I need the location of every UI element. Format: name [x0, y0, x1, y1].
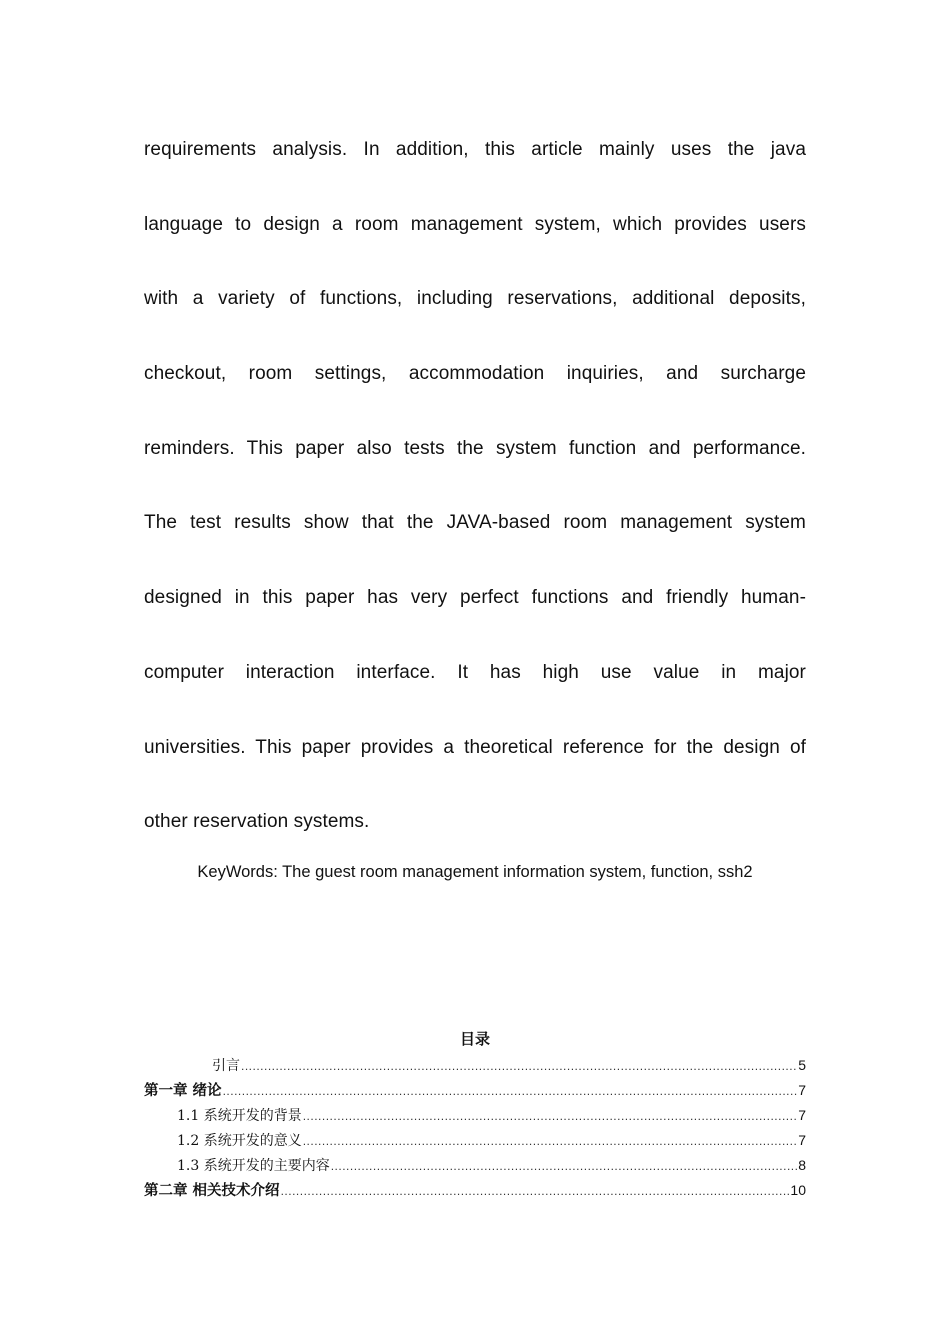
abstract-line: other reservation systems. [144, 811, 370, 833]
abstract-line: with a variety of functions, including reservations, additional deposits, [144, 288, 806, 310]
toc-entry-label: 1.1 系统开发的背景 [177, 1108, 302, 1124]
toc-entry-chapter-1[interactable] [144, 1078, 806, 1103]
toc-entry-introduction[interactable] [144, 1053, 806, 1078]
abstract-body [144, 127, 806, 874]
abstract-line: language to design a room management system, which provides users [144, 213, 806, 235]
toc-entry-1-1[interactable] [144, 1103, 806, 1128]
toc-entry-chapter-2[interactable] [144, 1178, 806, 1203]
abstract-line: designed in this paper has very perfect functions and friendly human- [144, 587, 806, 609]
table-of-contents [144, 1053, 806, 1203]
toc-entry-page: 7 [798, 1107, 806, 1123]
abstract-line: reminders. This paper also tests the system function and performance. [144, 437, 806, 459]
abstract-line: universities. This paper provides a theoretical reference for the design of [144, 736, 806, 758]
toc-entry-page: 7 [798, 1082, 806, 1098]
toc-entry-label: 引言 [212, 1058, 240, 1074]
toc-entry-page: 5 [798, 1057, 806, 1073]
toc-leader-dots [303, 1129, 797, 1154]
abstract-line: computer interaction interface. It has high use value in major [144, 661, 806, 683]
abstract-line: checkout, room settings, accommodation inquiries, and surcharge [144, 363, 806, 385]
toc-entry-label: 1.3 系统开发的主要内容 [177, 1158, 330, 1174]
toc-entry-page: 7 [798, 1132, 806, 1148]
toc-leader-dots [241, 1054, 797, 1079]
toc-leader-dots [281, 1179, 790, 1204]
keywords: KeyWords: The guest room management information system, function, ssh2 [197, 863, 753, 881]
toc-title: 目录 [459, 1031, 490, 1048]
toc-entry-1-3[interactable] [144, 1153, 806, 1178]
toc-entry-page: 8 [798, 1157, 806, 1173]
toc-leader-dots [331, 1154, 797, 1179]
toc-entry-label: 1.2 系统开发的意义 [177, 1133, 302, 1149]
toc-leader-dots [223, 1079, 798, 1104]
toc-entry-page: 10 [790, 1182, 806, 1198]
toc-entry-label: 第一章 绪论 [144, 1083, 222, 1099]
toc-leader-dots [303, 1104, 797, 1129]
toc-entry-1-2[interactable] [144, 1128, 806, 1153]
toc-entry-label: 第二章 相关技术介绍 [144, 1183, 280, 1199]
abstract-line: requirements analysis. In addition, this article mainly uses the java [144, 139, 806, 160]
abstract-line: The test results show that the JAVA-based room management system [144, 512, 806, 534]
